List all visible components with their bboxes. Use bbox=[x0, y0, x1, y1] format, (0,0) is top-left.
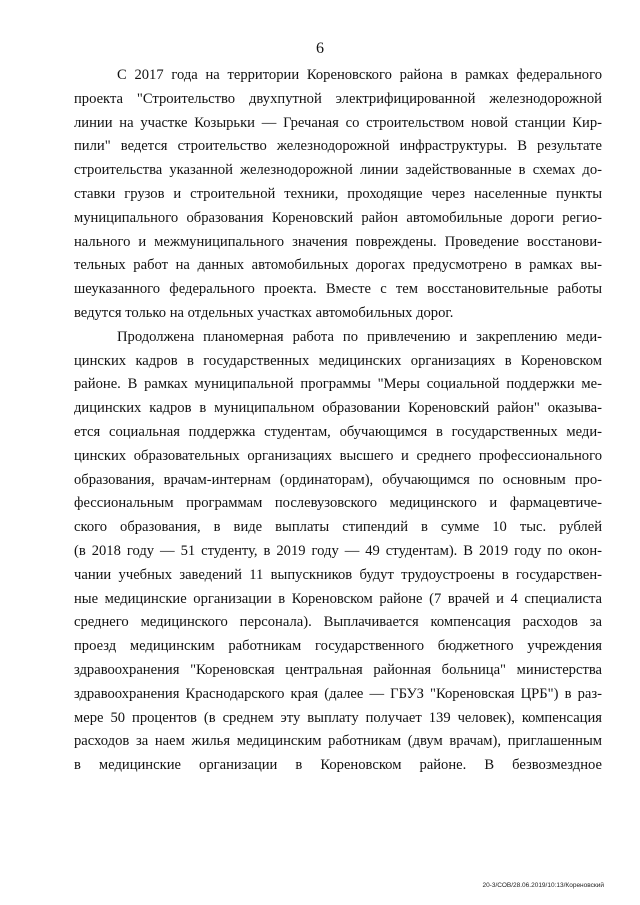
text-line: расходов за наем жилья медицинским работникам (двум врачам), приглашенным bbox=[74, 733, 602, 750]
text-line: тельных работ на данных автомобильных дорогах предусмотрено в рамках вы- bbox=[74, 257, 602, 274]
document-footer-code: 20-3/СОВ/28.06.2019/10:13/Кореновский bbox=[482, 882, 604, 889]
text-line: дицинских кадров в муниципальном образовании Кореновский район" оказыва- bbox=[74, 400, 602, 417]
text-line: проекта "Строительство двухпутной электрифицированной железнодорожной bbox=[74, 90, 602, 107]
text-line: ные медицинские организации в Кореновском районе (7 врачей и 4 специалиста bbox=[74, 590, 602, 607]
text-line: С 2017 года на территории Кореновского района в рамках федерального bbox=[117, 67, 602, 83]
page-number: 6 bbox=[316, 40, 324, 57]
text-line: ставки грузов и строительной техники, проходящие через населенные пункты bbox=[74, 185, 602, 202]
paragraph-railway bbox=[74, 64, 602, 326]
text-line: в медицинские организации в Кореновском районе. В безвозмездное bbox=[74, 757, 602, 774]
text-line: пили" ведется строительство железнодорожной инфраструктуры. В результате bbox=[74, 138, 602, 155]
text-line: здравоохранения "Кореновская центральная районная больница" министерства bbox=[74, 661, 602, 678]
text-line: мере 50 процентов (в среднем эту выплату получает 139 человек), компенсация bbox=[74, 709, 602, 726]
text-line: среднего медицинского персонала). Выплачивается компенсация расходов за bbox=[74, 614, 602, 631]
text-line: цинских кадров в государственных медицинских организациях в Кореновском bbox=[74, 352, 602, 369]
text-line: районе. В рамках муниципальной программы "Меры социальной поддержки ме- bbox=[74, 376, 602, 393]
text-line: шеуказанного федерального проекта. Вместе с тем восстановительные работы bbox=[74, 281, 602, 298]
text-line: муниципального образования Кореновский район автомобильные дороги регио- bbox=[74, 209, 602, 226]
text-line: линии на участке Козырьки — Гречаная со строительством новой станции Кир- bbox=[74, 114, 602, 131]
document-body bbox=[74, 64, 602, 778]
text-line: ется социальная поддержка студентам, обучающимся в государственных меди- bbox=[74, 423, 602, 440]
text-line: фессиональным программам послевузовского медицинского и фармацевтиче- bbox=[74, 495, 602, 512]
text-line: ского образования, в виде выплаты стипендий в сумме 10 тыс. рублей bbox=[74, 519, 602, 536]
text-line: строительства указанной железнодорожной линии задействованные в схемах до- bbox=[74, 162, 602, 179]
text-line: здравоохранения Краснодарского края (далее — ГБУЗ "Кореновская ЦРБ") в раз- bbox=[74, 685, 602, 702]
text-line: нального и межмуниципального значения повреждены. Проведение восстанови- bbox=[74, 233, 602, 250]
text-line: ведутся только на отдельных участках автомобильных дорог. bbox=[74, 304, 454, 321]
text-line: проезд медицинским работникам государственного бюджетного учреждения bbox=[74, 638, 602, 655]
paragraph-medical-staff bbox=[74, 326, 602, 778]
text-line: образования, врачам-интернам (ординаторам), обучающимся по основным про- bbox=[74, 471, 602, 488]
text-line: Продолжена планомерная работа по привлечению и закреплению меди- bbox=[117, 328, 602, 345]
text-line: цинских образовательных организациях высшего и среднего профессионального bbox=[74, 447, 602, 464]
text-line: чании учебных заведений 11 выпускников будут трудоустроены в государствен- bbox=[74, 566, 602, 583]
text-line: (в 2018 году — 51 студенту, в 2019 году — 49 студентам). В 2019 году по окон- bbox=[74, 542, 602, 559]
